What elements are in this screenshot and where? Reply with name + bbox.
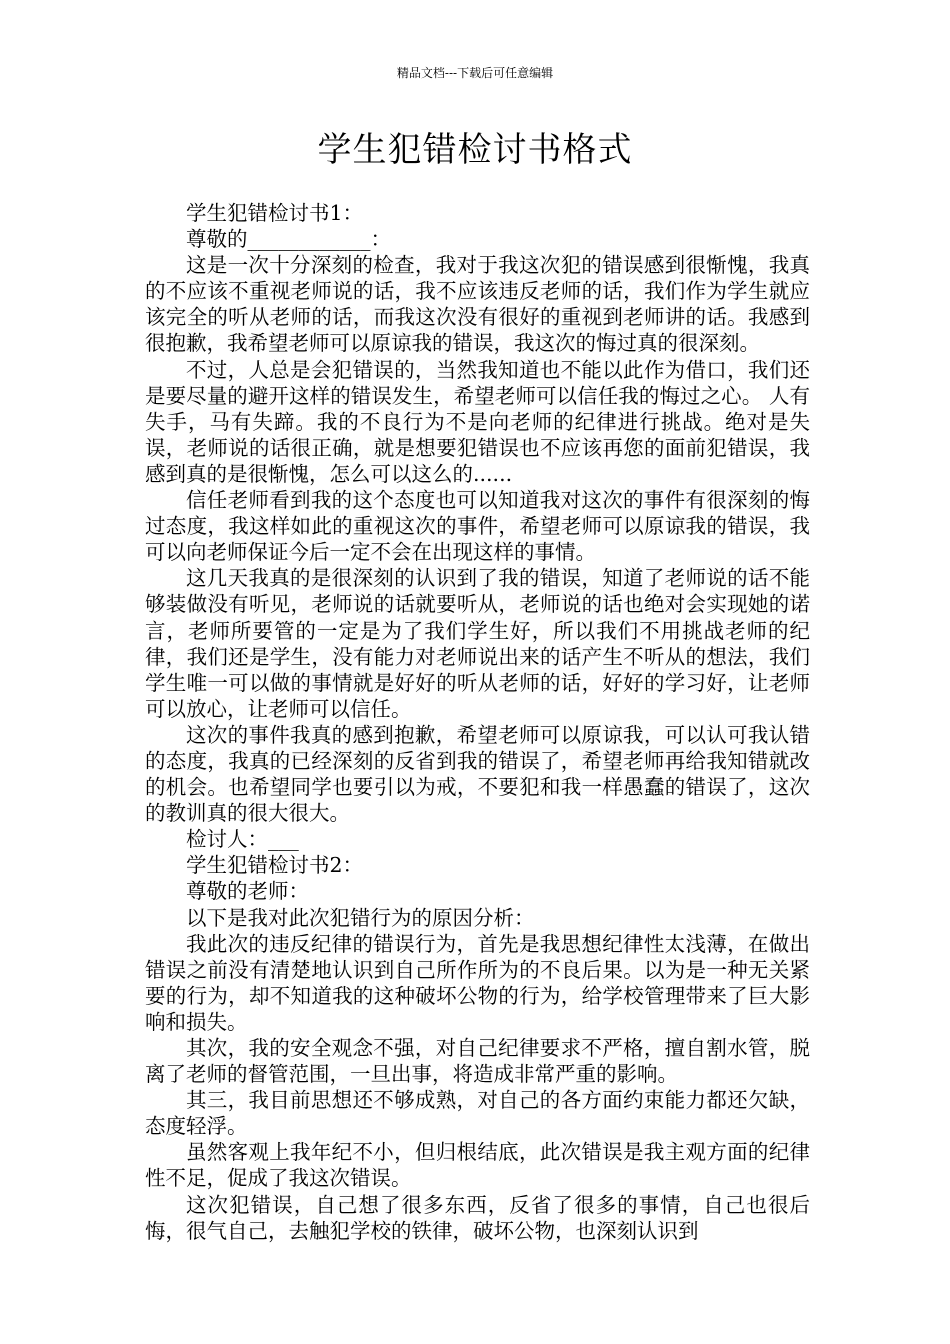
salutation-2: 尊敬的老师： [186, 879, 309, 904]
document-body [145, 200, 810, 1244]
intro-line: 以下是我对此次犯错行为的原因分析： [186, 905, 535, 930]
section-heading-1: 学生犯错检讨书1： [186, 201, 364, 225]
page-header-note: 精品文档---下载后可任意编辑 [396, 66, 554, 80]
body-paragraph: 这几天我真的是很深刻的认识到了我的错误，知道了老师说的话不能够装做没有听见，老师说的话就要听从，老师说的话也绝对会实现她的诺言，老师所要管的一定是为了我们学生好，所以我们不用挑战老师的纪律，我们还是学生，没有能力对老师说出来的话产生不听从的想法，我们学生唯一可以做的事情就是好好的听从老师的话，好好的学习好，让老师可以放心，让老师可以信任。 [145, 566, 810, 721]
body-paragraph: 不过，人总是会犯错误的，当然我知道也不能以此作为借口，我们还是要尽量的避开这样的错误发生，希望老师可以信任我的悔过之心。 人有失手，马有失蹄。我的不良行为不是向老师的纪律进行挑战。绝对是失误，老师说的话很正确，就是想要犯错误也不应该再您的面前犯错误，我感到真的是很惭愧，怎么可以这么的...... [145, 357, 810, 486]
body-paragraph: 其三，我目前思想还不够成熟，对自己的各方面约束能力都还欠缺，态度轻浮。 [145, 1088, 810, 1139]
body-paragraph: 信任老师看到我的这个态度也可以知道我对这次的事件有很深刻的悔过态度，我这样如此的重视这次的事件，希望老师可以原谅我的错误，我可以向老师保证今后一定不会在出现这样的事情。 [145, 488, 810, 565]
body-paragraph: 虽然客观上我年纪不小，但归根结底，此次错误是我主观方面的纪律性不足，促成了我这次错误。 [145, 1140, 810, 1191]
document-title: 学生犯错检讨书格式 [317, 130, 633, 170]
body-paragraph: 我此次的违反纪律的错误行为，首先是我思想纪律性太浅薄，在做出错误之前没有清楚地认识到自己所作所为的不良后果。以为是一种无关紧要的行为，却不知道我的这种破坏公物的行为，给学校管理带来了巨大影响和损失。 [145, 931, 810, 1034]
section-heading-2: 学生犯错检讨书2： [186, 853, 364, 878]
signature-line: 检讨人：___ [186, 827, 299, 852]
body-paragraph: 这次的事件我真的感到抱歉，希望老师可以原谅我，可以认可我认错的态度，我真的已经深刻的反省到我的错误了，希望老师再给我知错就改的机会。也希望同学也要引以为戒，不要犯和我一样愚蠢的错误了，这次的教训真的很大很大。 [145, 722, 810, 826]
body-paragraph: 这是一次十分深刻的检查，我对于我这次犯的错误感到很惭愧，我真的不应该不重视老师说的话，我不应该违反老师的话，我们作为学生就应该完全的听从老师的话，而我这次没有很好的重视到老师讲的话。我感到很抱歉，我希望老师可以原谅我的错误，我这次的悔过真的很深刻。 [145, 253, 810, 356]
salutation-1: 尊敬的____________： [186, 227, 391, 252]
body-paragraph: 其次，我的安全观念不强，对自己纪律要求不严格，擅自割水管，脱离了老师的督管范围，一旦出事，将造成非常严重的影响。 [145, 1036, 810, 1087]
body-paragraph: 这次犯错误，自己想了很多东西，反省了很多的事情，自己也很后悔，很气自己，去触犯学校的铁律，破坏公物，也深刻认识到 [145, 1192, 810, 1243]
